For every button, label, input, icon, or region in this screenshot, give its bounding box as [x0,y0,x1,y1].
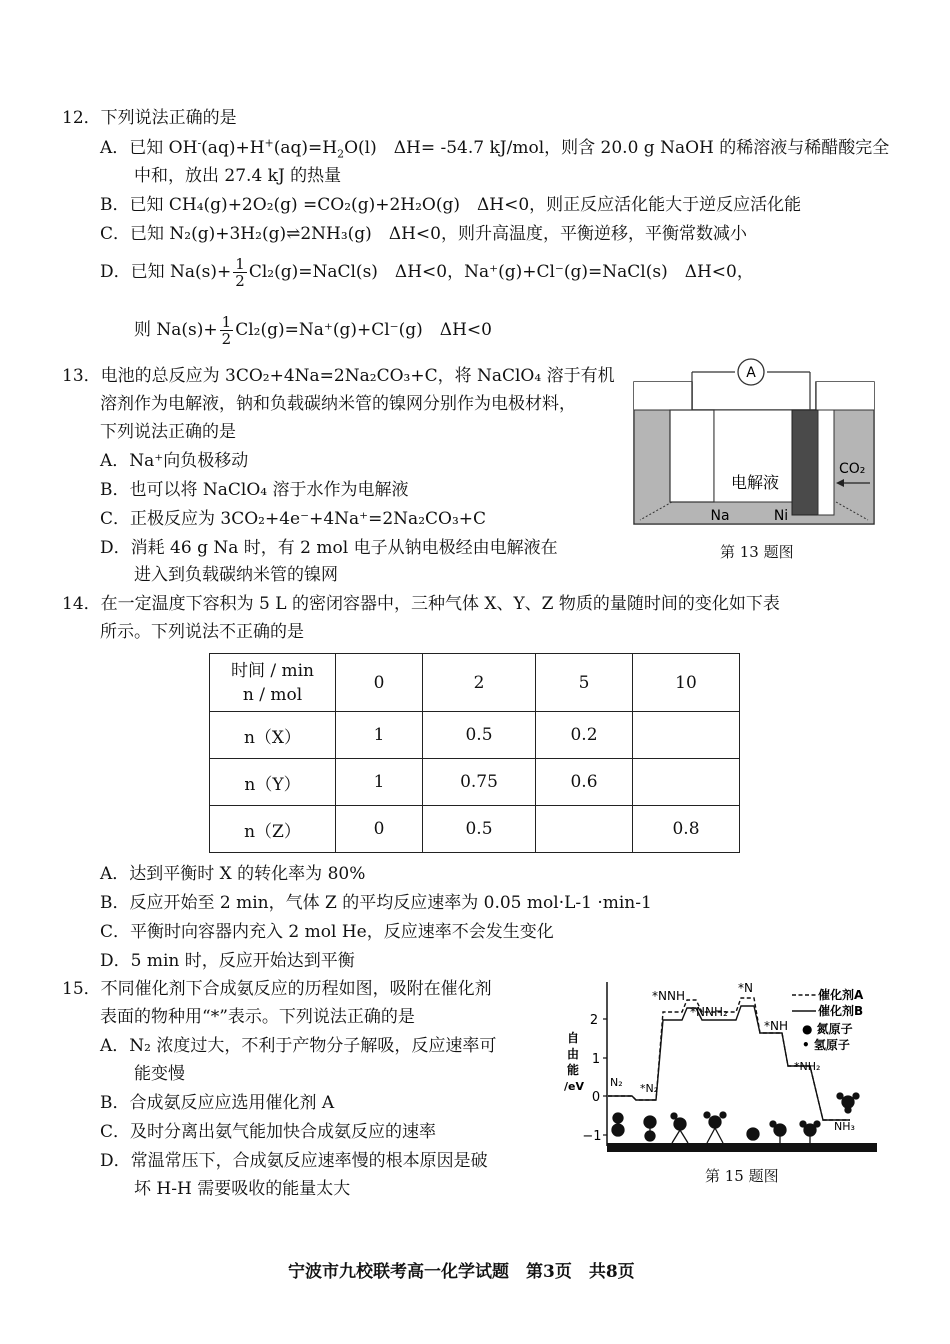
q15-caption: 第 15 题图 [705,1167,779,1185]
svg-text:催化剂B: 催化剂B [818,1004,864,1018]
q14-stem-line1: 14．在一定温度下容积为 5 L 的密闭容器中，三种气体 X、Y、Z 物质的量随时间的变化如下表 [62,594,780,614]
svg-text:催化剂A: 催化剂A [818,988,864,1002]
q15-option-a-cont: 能变慢 [134,1064,185,1084]
table-cell [633,712,740,759]
q12-option-d: D．已知 Na(s)+ $\frac{1}{2}$ Cl₂(g)=NaCl(s) ΔH<0，Na⁺(g)+Cl⁻(g)=NaCl(s) ΔH<0， [100,255,754,290]
row-label: n（X） [210,712,336,759]
q13-caption: 第 13 题图 [720,543,794,561]
q12-option-a: A．已知 $OH^-(aq)+H^+(aq)=H_2O(l)$ ΔH= -54.7 kJ/mol，则含 20.0 g NaOH 的稀溶液与稀醋酸完全 [100,136,890,161]
table-cell: 0.5 [423,806,536,853]
q13-option-d: D．消耗 46 g Na 时，有 2 mol 电子从钠电极经由电解液在 [100,538,558,558]
q12-stem: 12．下列说法正确的是 [62,108,237,128]
table-row [210,712,740,759]
table-cell [536,806,633,853]
svg-text:/eV: /eV [564,1080,584,1093]
q14-option-a: A．达到平衡时 X 的转化率为 80% [100,864,366,884]
table-cell: 0.8 [633,806,740,853]
svg-text:自: 自 [566,1031,580,1045]
table-cell: 0.75 [423,759,536,806]
header-time-cell: 2 [423,654,536,712]
q12-option-c: C．已知 N₂(g)+3H₂(g)⇌2NH₃(g) ΔH<0，则升高温度，平衡逆移，平衡常数减小 [100,224,747,244]
q14-stem-line2: 所示。下列说法不正确的是 [100,622,304,642]
svg-text:*N: *N [738,981,753,995]
svg-text:*N₂: *N₂ [640,1082,659,1095]
svg-text:*NNH₂: *NNH₂ [690,1005,728,1019]
svg-text:1: 1 [591,1052,601,1067]
table-cell: 0.5 [423,712,536,759]
q13-stem-line1: 13．电池的总反应为 3CO₂+4Na=2Na₂CO₃+C，将 NaClO₄ 溶于有机 [62,366,615,386]
q13-stem-line2: 溶剂作为电解液，钠和负载碳纳米管的镍网分别作为电极材料， [100,394,576,414]
table-cell: 1 [336,712,423,759]
table-cell: 0.6 [536,759,633,806]
svg-text:NH₃: NH₃ [834,1120,855,1133]
q15-option-d: D．常温常压下，合成氨反应速率慢的根本原因是破 [100,1151,488,1171]
diagonal-header-cell [210,654,336,712]
svg-text:*NH: *NH [764,1019,788,1033]
q15-option-b: B．合成氨反应应选用催化剂 A [100,1093,335,1113]
q12-option-a-cont: 中和，放出 27.4 kJ 的热量 [134,166,342,186]
svg-text:Ni: Ni [773,508,789,524]
svg-text:−1: −1 [582,1129,602,1144]
svg-text:电解液: 电解液 [730,473,780,492]
table-cell: 1 [336,759,423,806]
svg-text:*NH₂: *NH₂ [794,1060,821,1073]
q13-stem-line3: 下列说法正确的是 [100,422,236,442]
svg-text:2: 2 [589,1013,599,1028]
q15-option-c: C．及时分离出氨气能加快合成氨反应的速率 [100,1122,437,1142]
svg-text:由: 由 [566,1047,580,1061]
q15-option-d-cont: 坏 H-H 需要吸收的能量太大 [134,1179,351,1199]
svg-text:A: A [746,365,756,381]
q14-option-d: D．5 min 时，反应开始达到平衡 [100,951,355,971]
q14-option-b: B．反应开始至 2 min，气体 Z 的平均反应速率为 0.05 mol·L-1 ·min-1 [100,893,652,913]
fraction-half: $\frac{1}{2}$ [235,255,245,290]
header-time-label: 时间 / min [230,660,315,681]
header-amount-label: n / mol [242,684,303,705]
svg-text:N₂: N₂ [610,1076,623,1089]
q13-option-a: A．Na⁺向负极移动 [100,451,249,471]
q12-option-d-cont: 则 Na(s)+ $\frac{1}{2}$ Cl₂(g)=Na⁺(g)+Cl⁻(g) ΔH<0 [134,313,492,348]
battery-diagram [632,352,876,530]
q13-option-b: B．也可以将 NaClO₄ 溶于水作为电解液 [100,480,409,500]
svg-text:CO₂: CO₂ [839,461,866,477]
svg-text:• 氢原子: • 氢原子 [802,1038,850,1052]
svg-text:● 氮原子: ● 氮原子 [802,1022,853,1036]
header-time-cell: 10 [633,654,740,712]
kinetics-table [209,653,740,853]
svg-text:能: 能 [566,1063,580,1077]
nickel-mesh-electrode [792,410,818,515]
table-row [210,806,740,853]
q15-option-a: A．N₂ 浓度过大，不利于产物分子解吸，反应速率可 [100,1036,497,1056]
table-header-row [210,654,740,712]
svg-text:*NNH: *NNH [652,989,685,1003]
table-cell: 0.2 [536,712,633,759]
svg-text:Na: Na [710,508,730,524]
q13-option-d-cont: 进入到负载碳纳米管的镍网 [134,565,338,585]
page-footer: 宁波市九校联考高一化学试题 第3页 共8页 [288,1262,635,1282]
q13-option-c: C．正极反应为 3CO₂+4e⁻+4Na⁺=2Na₂CO₃+C [100,509,487,529]
table-cell: 0 [336,806,423,853]
row-label: n（Z） [210,806,336,853]
q15-stem-line2: 表面的物种用“*”表示。下列说法正确的是 [100,1007,415,1027]
row-label: n（Y） [210,759,336,806]
svg-text:0: 0 [591,1090,601,1105]
sodium-electrode [670,410,714,502]
fraction-half: $\frac{1}{2}$ [221,313,232,348]
table-cell [633,759,740,806]
catalyst-a-line [608,998,850,1120]
energy-profile-diagram [560,978,880,1158]
q14-option-c: C．平衡时向容器内充入 2 mol He，反应速率不会发生变化 [100,922,554,942]
table-row [210,759,740,806]
q15-stem-line1: 15．不同催化剂下合成氨反应的历程如图，吸附在催化剂 [62,979,492,999]
header-time-cell: 5 [536,654,633,712]
header-time-cell: 0 [336,654,423,712]
q12-option-b: B．已知 CH₄(g)+2O₂(g) =CO₂(g)+2H₂O(g) ΔH<0，则正反应活化能大于逆反应活化能 [100,195,802,215]
